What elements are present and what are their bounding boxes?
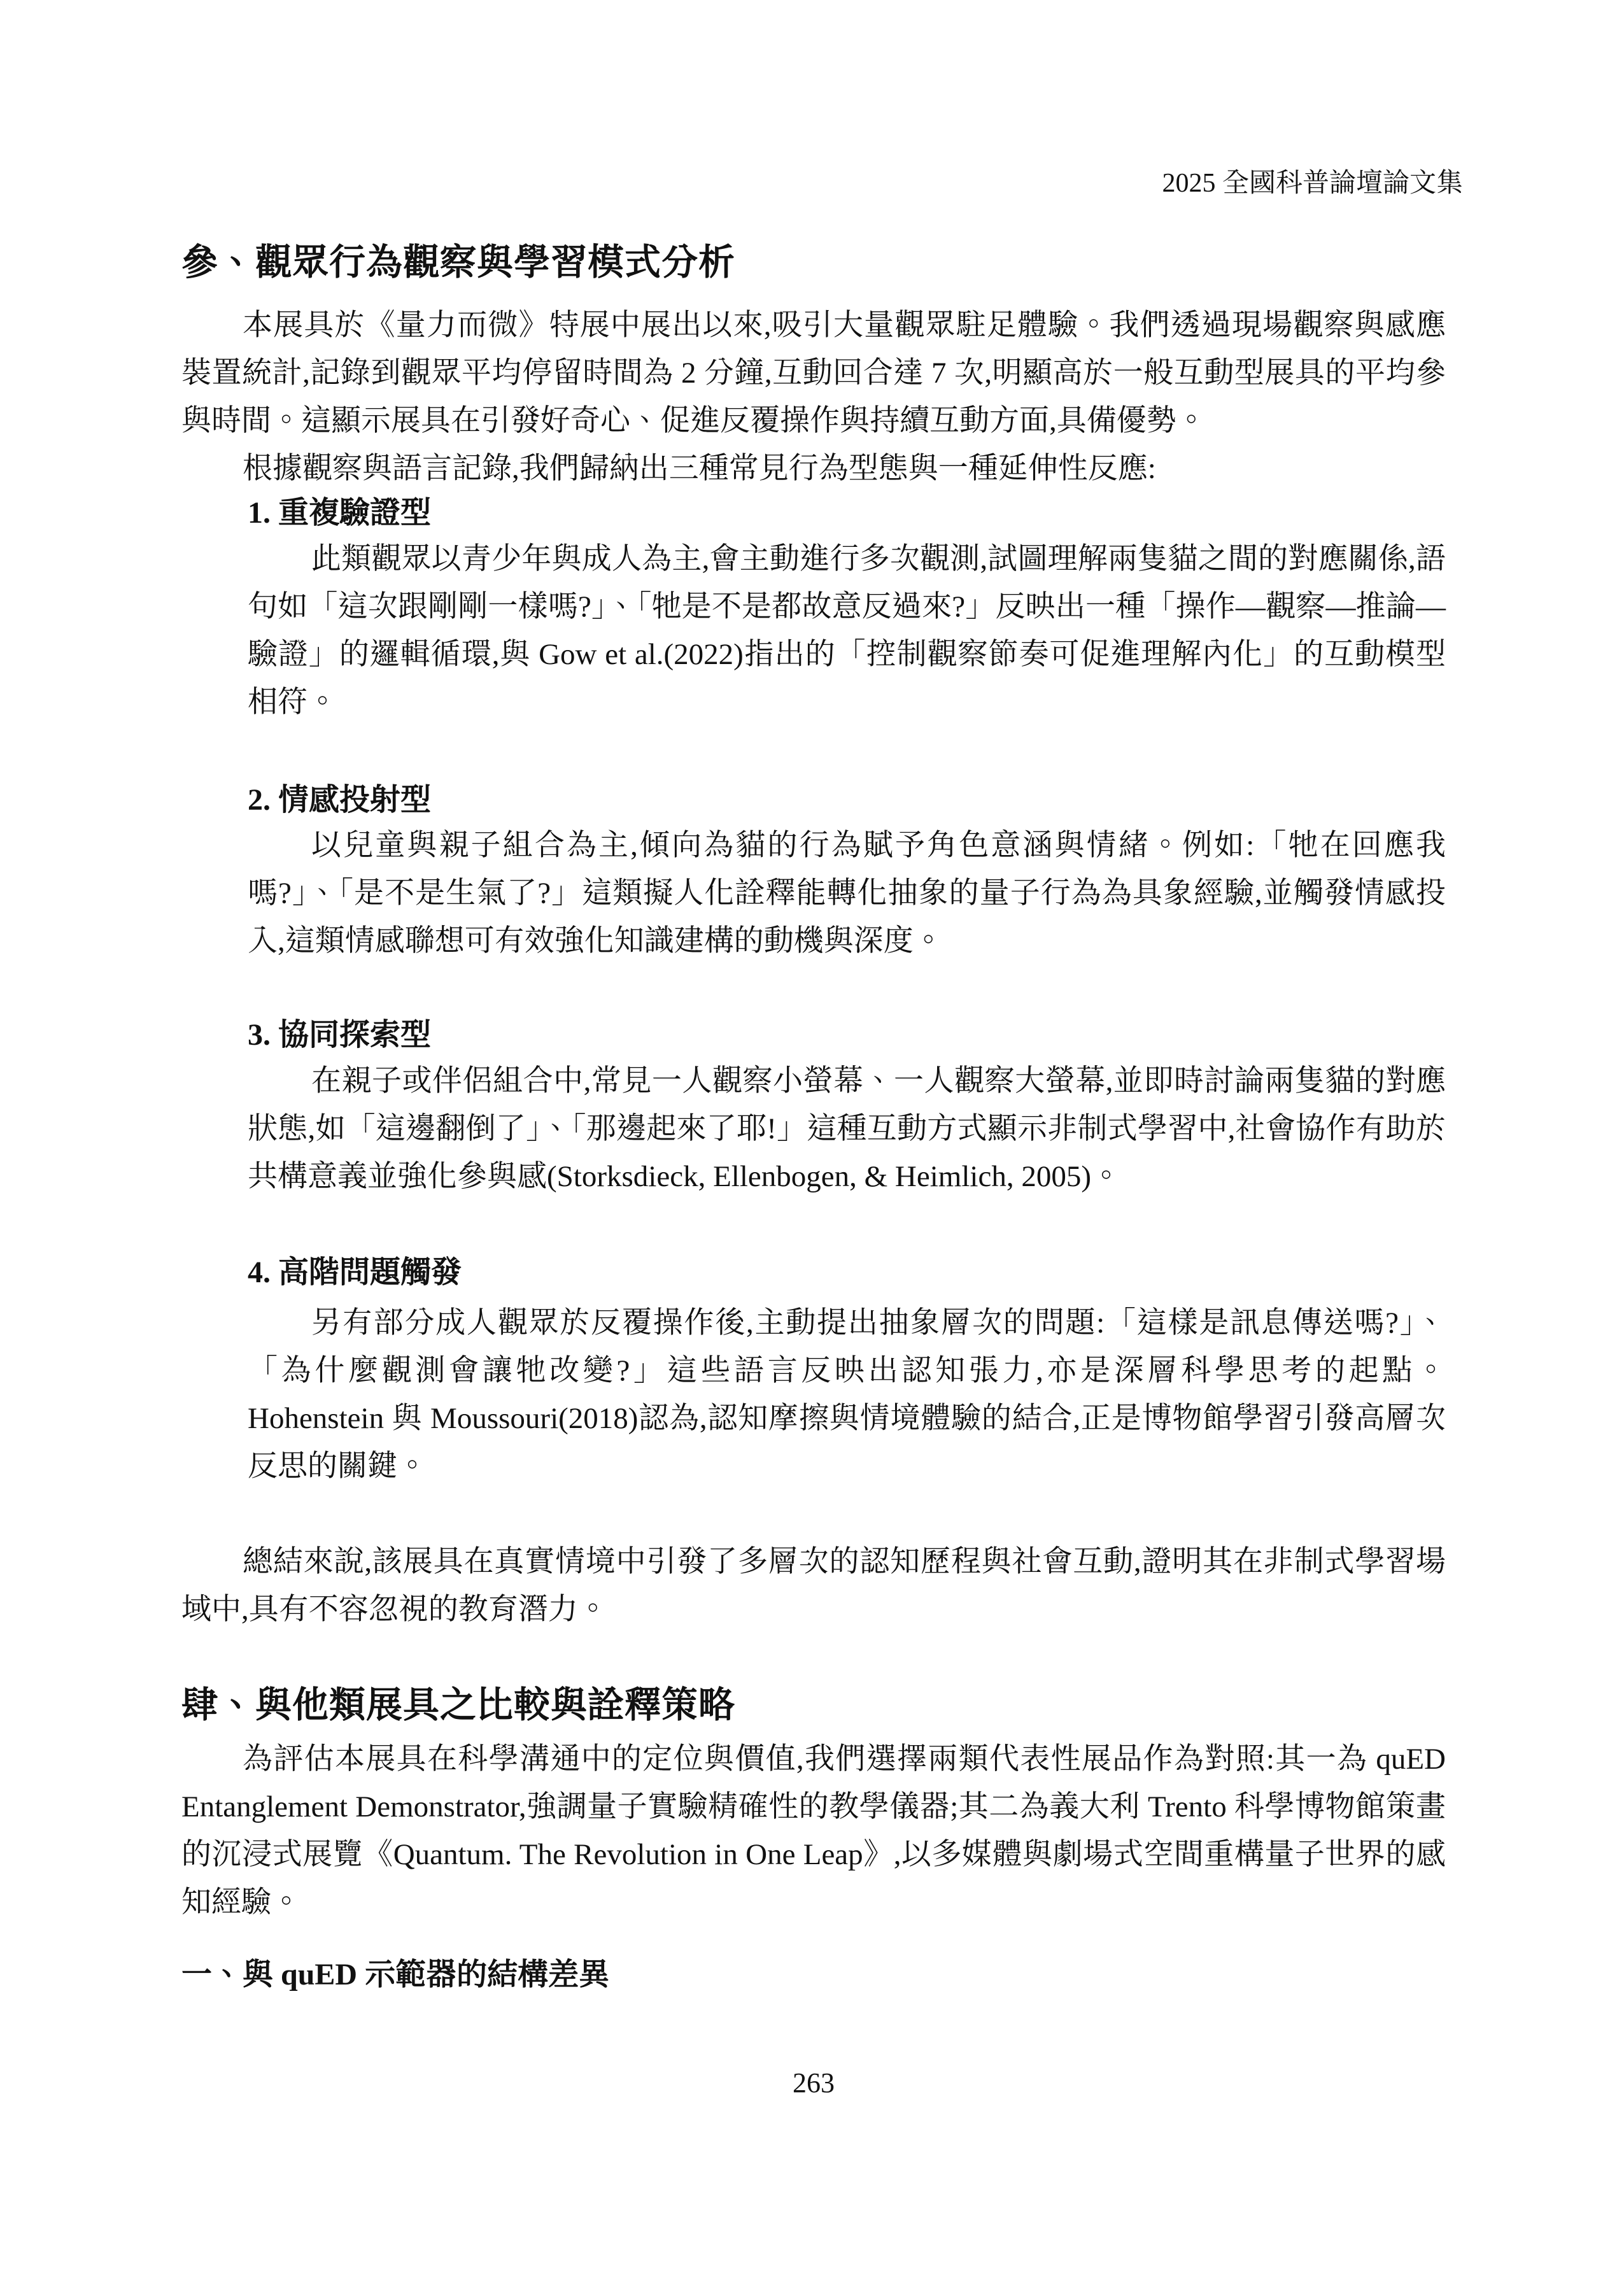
section-3-intro-paragraph-2: 根據觀察與語言記錄,我們歸納出三種常見行為型態與一種延伸性反應: xyxy=(243,452,1156,485)
section-3-title: 參、觀眾行為觀察與學習模式分析 xyxy=(181,243,735,283)
behavior-type-3-paragraph: 在親子或伴侶組合中,常見一人觀察小螢幕、一人觀察大螢幕,並即時討論兩隻貓的對應狀態,如「這邊翻倒了」、「那邊起來了耶!」這種互動方式顯示非制式學習中,社會協作有助於共構意義並強化參與感(Storksdieck, Ellenbogen, & Heimlich, 2005)。 xyxy=(248,1065,1446,1193)
section-4-intro-paragraph: 為評估本展具在科學溝通中的定位與價值,我們選擇兩類代表性展品作為對照:其一為 quED Entanglement Demonstrator,強調量子實驗精確性的教學儀器;其二為義大利 Trento 科學博物館策畫的沉浸式展覽《Quantum. The Revolution in One Leap》,以多媒體與劇場式空間重構量子世界的感知經驗。 xyxy=(181,1743,1446,1919)
behavior-type-3-heading: 3. 協同探索型 xyxy=(248,1018,432,1052)
behavior-type-1-heading: 1. 重複驗證型 xyxy=(248,496,432,530)
section-4-title: 肆、與他類展具之比較與詮釋策略 xyxy=(181,1685,735,1725)
page-content xyxy=(181,242,1446,1994)
page-number: 263 xyxy=(793,2067,835,2098)
behavior-type-1-paragraph: 此類觀眾以青少年與成人為主,會主動進行多次觀測,試圖理解兩隻貓之間的對應關係,語句如「這次跟剛剛一樣嗎?」、「牠是不是都故意反過來?」反映出一種「操作—觀察—推論—驗證」的邏輯循環,與 Gow et al.(2022)指出的「控制觀察節奏可促進理解內化」的互動模型相符。 xyxy=(248,542,1446,719)
subsection-1-title: 一、與 quED 示範器的結構差異 xyxy=(181,1958,610,1991)
running-header: 2025 全國科普論壇論文集 xyxy=(1162,169,1463,198)
section-3-intro-paragraph-1: 本展具於《量力而微》特展中展出以來,吸引大量觀眾駐足體驗。我們透過現場觀察與感應裝置統計,記錄到觀眾平均停留時間為 2 分鐘,互動回合達 7 次,明顯高於一般互動型展具的平均參與時間。這顯示展具在引發好奇心、促進反覆操作與持續互動方面,具備優勢。 xyxy=(181,309,1446,437)
behavior-type-2-heading: 2. 情感投射型 xyxy=(248,783,432,817)
behavior-type-4-heading: 4. 高階問題觸發 xyxy=(248,1256,462,1289)
section-3-summary-paragraph: 總結來說,該展具在真實情境中引發了多層次的認知歷程與社會互動,證明其在非制式學習場域中,具有不容忽視的教育潛力。 xyxy=(181,1545,1446,1626)
behavior-type-2-paragraph: 以兒童與親子組合為主,傾向為貓的行為賦予角色意涵與情緒。例如:「牠在回應我嗎?」、「是不是生氣了?」這類擬人化詮釋能轉化抽象的量子行為為具象經驗,並觸發情感投入,這類情感聯想可有效強化知識建構的動機與深度。 xyxy=(248,829,1446,958)
behavior-type-4-paragraph: 另有部分成人觀眾於反覆操作後,主動提出抽象層次的問題:「這樣是訊息傳送嗎?」、「為什麼觀測會讓牠改變?」這些語言反映出認知張力,亦是深層科學思考的起點。Hohenstein 與 Moussouri(2018)認為,認知摩擦與情境體驗的結合,正是博物館學習引發高層次反思的關鍵。 xyxy=(248,1306,1446,1483)
